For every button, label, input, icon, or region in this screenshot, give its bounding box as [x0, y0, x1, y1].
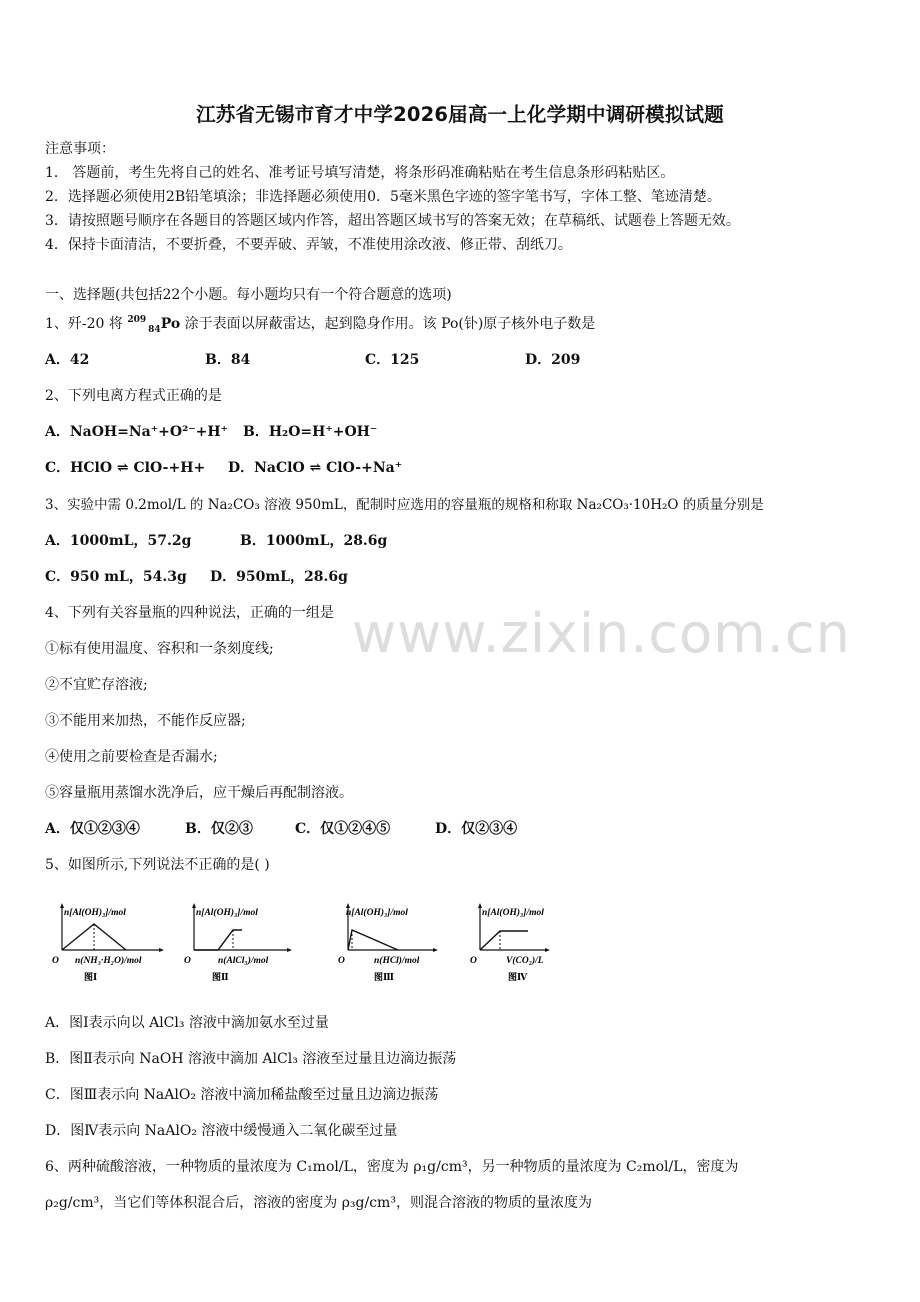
q2-option-a[interactable]: A．NaOH=Na⁺+O²⁻+H⁺: [45, 424, 228, 440]
q4-statement-4: ④使用之前要检查是否漏水;: [45, 749, 218, 765]
q5-option-d[interactable]: D．图Ⅳ表示向 NaAlO₂ 溶液中缓慢通入二氧化碳至过量: [45, 1123, 398, 1139]
graph-2-ylabel: n[Al(OH)₃]/mol: [196, 908, 258, 918]
q4-option-b[interactable]: B．仅②③: [185, 821, 253, 837]
graph-2-caption: 图Ⅱ: [212, 973, 229, 983]
q3-option-b[interactable]: B．1000mL，28.6g: [240, 533, 388, 549]
q5-option-c[interactable]: C．图Ⅲ表示向 NaAlO₂ 溶液中滴加稀盐酸至过量且边滴边振荡: [45, 1087, 439, 1103]
q2-option-c[interactable]: C．HClO ⇌ ClO-+H+: [45, 460, 206, 476]
question-2-options-cd: [45, 459, 402, 477]
q1-option-b[interactable]: B．84: [205, 352, 251, 368]
question-2-stem: 2、下列电离方程式正确的是: [45, 388, 222, 404]
graph-3-ylabel: n[Al(OH)₃]/mol: [346, 908, 408, 918]
q4-statement-1: ①标有使用温度、容积和一条刻度线;: [45, 641, 274, 657]
graph-1-xlabel: n(NH₃·H₂O)/mol: [75, 956, 142, 966]
q5-option-a[interactable]: A．图Ⅰ表示向以 AlCl₃ 溶液中滴加氨水至过量: [45, 1015, 329, 1031]
graph-1-caption: 图Ⅰ: [84, 973, 98, 983]
q3-option-c[interactable]: C．950 mL，54.3g: [45, 569, 187, 585]
graph-1-origin: O: [52, 956, 59, 966]
note-item-4: 4．保持卡面清洁，不要折叠，不要弄破、弄皱，不准使用涂改液、修正带、刮纸刀。: [45, 237, 572, 253]
question-1-options: [45, 351, 580, 369]
po-mass-number: 209: [127, 315, 147, 325]
question-3-options-ab: [45, 532, 387, 550]
question-5-stem: 5、如图所示,下列说法不正确的是( ): [45, 857, 270, 873]
q4-option-d[interactable]: D．仅②③④: [435, 821, 518, 837]
q2-option-b[interactable]: B．H₂O=H⁺+OH⁻: [243, 424, 378, 440]
page-title: 江苏省无锡市育才中学2026届高一上化学期中调研模拟试题: [196, 103, 724, 126]
graph-4: [466, 900, 591, 992]
q5-option-b[interactable]: B．图Ⅱ表示向 NaOH 溶液中滴加 AlCl₃ 溶液至过量且边滴边振荡: [45, 1051, 457, 1067]
watermark-text: www.zixin.com.cn: [352, 602, 851, 665]
question-3-stem: 3、实验中需 0.2mol/L 的 Na₂CO₃ 溶液 950mL，配制时应选用的容量瓶的规格和称取 Na₂CO₃·10H₂O 的质量分别是: [45, 497, 764, 513]
question-1-stem: 1、歼-20 将 $^{209}_{84}$Po 涂于表面以屏蔽雷达，起到隐身作用。该 Po(钋)原子核外电子数是: [45, 315, 596, 335]
graph-1: [48, 900, 173, 992]
question-3-options-cd: [45, 568, 348, 586]
question-6-stem-line-2: ρ₂g/cm³，当它们等体积混合后，溶液的密度为 ρ₃g/cm³，则混合溶液的物质的量浓度为: [45, 1195, 592, 1211]
graph-4-caption: 图Ⅳ: [508, 973, 528, 983]
q1-option-c[interactable]: C．125: [365, 352, 420, 368]
q4-option-a[interactable]: A．仅①②③④: [45, 821, 140, 837]
q3-option-a[interactable]: A．1000mL，57.2g: [45, 533, 192, 549]
q4-statement-3: ③不能用来加热，不能作反应器;: [45, 713, 246, 729]
note-item-3: 3．请按照题号顺序在各题目的答题区域内作答，超出答题区域书写的答案无效；在草稿纸、试题卷上答题无效。: [45, 213, 740, 229]
q1-option-a[interactable]: A．42: [45, 352, 90, 368]
question-4-stem: 4、下列有关容量瓶的四种说法，正确的一组是: [45, 605, 334, 621]
graph-2-xlabel: n(AlCl₃)/mol: [218, 956, 269, 966]
graph-2-origin: O: [184, 956, 191, 966]
graph-3: [334, 900, 459, 992]
graph-3-caption: 图Ⅲ: [374, 973, 394, 983]
question-2-options-ab: [45, 423, 377, 441]
q4-option-c[interactable]: C．仅①②④⑤: [295, 821, 391, 837]
section-heading: 一、选择题(共包括22个小题。每小题均只有一个符合题意的选项): [45, 287, 452, 303]
question-4-options: [45, 820, 517, 838]
q3-option-d[interactable]: D．950mL，28.6g: [210, 569, 348, 585]
note-item-1: 1． 答题前，考生先将自己的姓名、准考证号填写清楚，将条形码准确粘贴在考生信息条形码粘贴区。: [45, 165, 675, 181]
graph-4-xlabel: V(CO₂)/L: [506, 956, 544, 966]
q1-option-d[interactable]: D．209: [525, 352, 581, 368]
graph-3-xlabel: n(HCl)/mol: [374, 956, 420, 966]
graph-2: [180, 900, 305, 992]
q4-statement-2: ②不宜贮存溶液;: [45, 677, 148, 693]
q4-statement-5: ⑤容量瓶用蒸馏水洗净后，应干燥后再配制溶液。: [45, 785, 353, 801]
graph-4-ylabel: n[Al(OH)₃]/mol: [482, 908, 544, 918]
question-6-stem-line-1: 6、两种硫酸溶液，一种物质的量浓度为 C₁mol/L，密度为 ρ₁g/cm³，另一种物质的量浓度为 C₂mol/L，密度为: [45, 1159, 739, 1175]
note-item-2: 2．选择题必须使用2B铅笔填涂；非选择题必须使用0．5毫米黑色字迹的签字笔书写，字体工整、笔迹清楚。: [45, 189, 721, 205]
graph-1-ylabel: n[Al(OH)₃]/mol: [64, 908, 126, 918]
q2-option-d[interactable]: D．NaClO ⇌ ClO-+Na⁺: [228, 460, 403, 476]
po-atomic-number: 84: [148, 325, 161, 335]
graph-4-origin: O: [470, 956, 477, 966]
notes-heading: 注意事项：: [45, 141, 115, 157]
graph-3-origin: O: [338, 956, 345, 966]
po-symbol: Po: [160, 316, 181, 332]
